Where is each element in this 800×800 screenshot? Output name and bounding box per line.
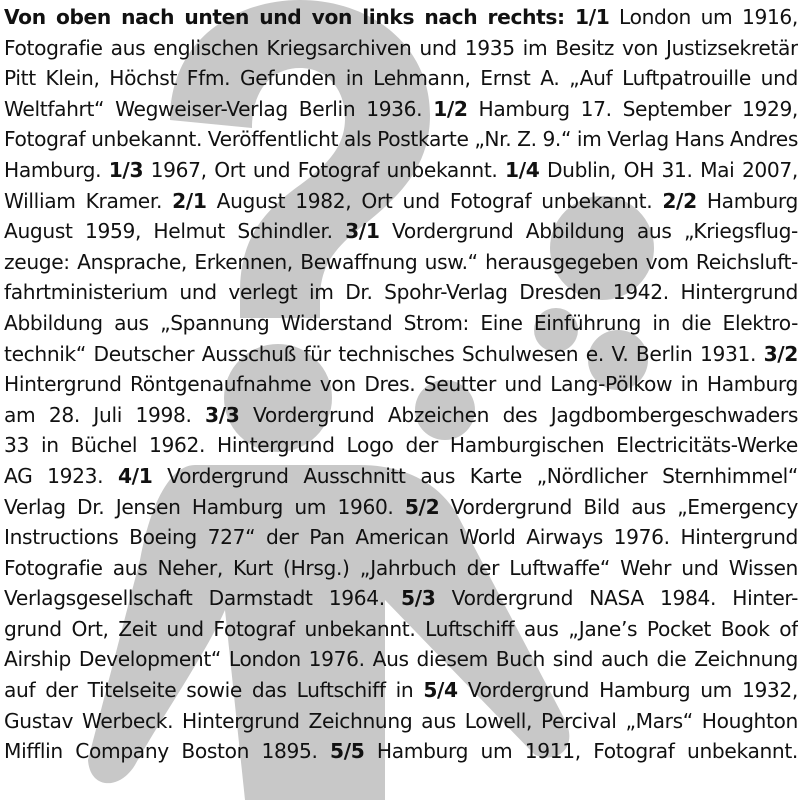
credit-number: 5/3: [401, 586, 436, 611]
text-line: [4, 430, 798, 461]
credit-text: technik“ Deutscher Ausschuß für technisches Schulwesen e. V. Berlin 1931.: [4, 341, 764, 366]
credit-number: 4/1: [117, 463, 153, 488]
credit-text: Gustav Werbeck. Hintergrund Zeichnung aus Lowell, Percival „Mars“ Houghton: [4, 708, 798, 733]
text-line: [4, 522, 798, 553]
credit-number: 2/2: [662, 188, 697, 213]
text-line: [4, 614, 798, 645]
credit-text: Abbildung aus „Spannung Widerstand Strom: Eine Einführung in die Elektro-: [4, 310, 798, 335]
text-line: [4, 155, 798, 186]
text-line: [4, 675, 798, 706]
credit-number: 2/1: [172, 188, 207, 213]
credit-text: Hintergrund Röntgenaufnahme von Dres. Seutter und Lang-Pölkow in Hamburg: [4, 372, 798, 397]
credit-text: August 1982, Ort und Fotograf unbekannt.: [206, 188, 663, 213]
credit-text: Fotografie aus Neher, Kurt (Hrsg.) „Jahrbuch der Luftwaffe“ Wehr und Wissen: [4, 555, 798, 580]
credits-text: [4, 2, 798, 767]
credit-text: Fotograf unbekannt. Veröffentlicht als Postkarte „Nr. Z. 9.“ im Verlag Hans Andres: [4, 127, 798, 152]
credit-text: 1967, Ort und Fotograf unbekannt.: [143, 157, 505, 182]
text-line: [4, 583, 798, 614]
credit-number: 3/1: [345, 219, 380, 244]
credit-text: 33 in Büchel 1962. Hintergrund Logo der Hamburgischen Electricitäts-Werke: [4, 433, 798, 458]
credit-number: 5/4: [423, 678, 458, 703]
text-line: [4, 33, 798, 64]
credit-number: 3/2: [763, 341, 798, 366]
credit-text: Pitt Klein, Höchst Ffm. Gefunden in Lehmann, Ernst A. „Auf Luftpatrouille und: [4, 66, 798, 91]
credit-text: am 28. Juli 1998.: [4, 402, 206, 427]
credit-number: 5/2: [404, 494, 440, 519]
credit-text: Hamburg um 1911, Fotograf unbekannt.: [364, 739, 798, 764]
credit-text: auf der Titelseite sowie das Luftschiff in: [4, 678, 424, 703]
text-line: [4, 308, 798, 339]
credit-text: Vordergrund Bild aus „Emergency: [439, 494, 798, 519]
credit-text: August 1959, Helmut Schindler.: [4, 219, 346, 244]
text-line: [4, 644, 798, 675]
credit-number: 1/3: [108, 157, 144, 182]
text-line: [4, 736, 798, 767]
credit-text: London um 1916,: [609, 5, 798, 29]
text-line: [4, 186, 798, 217]
text-line: [4, 247, 798, 278]
text-line: [4, 400, 798, 431]
credit-text: Verlagsgesellschaft Darmstadt 1964.: [4, 586, 402, 611]
text-line: [4, 369, 798, 400]
credit-number: 3/3: [205, 402, 240, 427]
text-line: [4, 461, 798, 492]
credit-text: grund Ort, Zeit und Fotograf unbekannt. Luftschiff aus „Jane’s Pocket Book of: [4, 616, 798, 641]
credit-text: Vordergrund Abzeichen des Jagdbombergeschwaders: [239, 402, 798, 427]
text-line: [4, 2, 798, 33]
credit-text: Vordergrund Hamburg um 1932,: [457, 678, 798, 703]
credit-text: Vordergrund Ausschnitt aus Karte „Nördlicher Sternhimmel“: [152, 463, 798, 488]
credit-text: William Kramer.: [4, 188, 173, 213]
text-line: [4, 277, 798, 308]
credit-text: Fotografie aus englischen Kriegsarchiven und 1935 im Besitz von Justizsekretär: [4, 35, 798, 60]
credit-number: 1/4: [505, 157, 540, 182]
credit-text: Weltfahrt“ Wegweiser-Verlag Berlin 1936.: [4, 96, 434, 121]
credit-text: Instructions Boeing 727“ der Pan American World Airways 1976. Hintergrund: [4, 525, 798, 550]
text-line: [4, 492, 798, 523]
credit-text: Vordergrund NASA 1984. Hinter-: [435, 586, 798, 611]
text-line: [4, 63, 798, 94]
text-line: [4, 216, 798, 247]
credit-text: Airship Development“ London 1976. Aus diesem Buch sind auch die Zeichnung: [4, 647, 798, 672]
credit-number: 1/2: [433, 96, 468, 121]
credit-text: Mifflin Company Boston 1895.: [4, 739, 331, 764]
text-line: [4, 124, 798, 155]
credit-text: Vordergrund Abbildung aus „Kriegsflug-: [379, 219, 798, 244]
credit-text: Hamburg 17. September 1929,: [467, 96, 798, 121]
credit-text: fahrtministerium und verlegt im Dr. Spohr-Verlag Dresden 1942. Hintergrund: [4, 280, 798, 305]
credit-text: AG 1923.: [4, 463, 118, 488]
credit-text: zeuge: Ansprache, Erkennen, Bewaffnung usw.“ herausgegeben vom Reichsluft-: [4, 249, 798, 274]
credit-text: Dublin, OH 31. Mai 2007,: [539, 157, 798, 182]
text-line: [4, 706, 798, 737]
text-line: [4, 94, 798, 125]
credit-text: Hamburg: [696, 188, 798, 213]
credit-number: 5/5: [330, 739, 365, 764]
text-line: [4, 553, 798, 584]
credit-text: Verlag Dr. Jensen Hamburg um 1960.: [4, 494, 405, 519]
credit-number: Von oben nach unten und von links nach rechts: 1/1: [4, 5, 610, 29]
text-line: [4, 339, 798, 370]
credit-text: Hamburg.: [4, 157, 109, 182]
